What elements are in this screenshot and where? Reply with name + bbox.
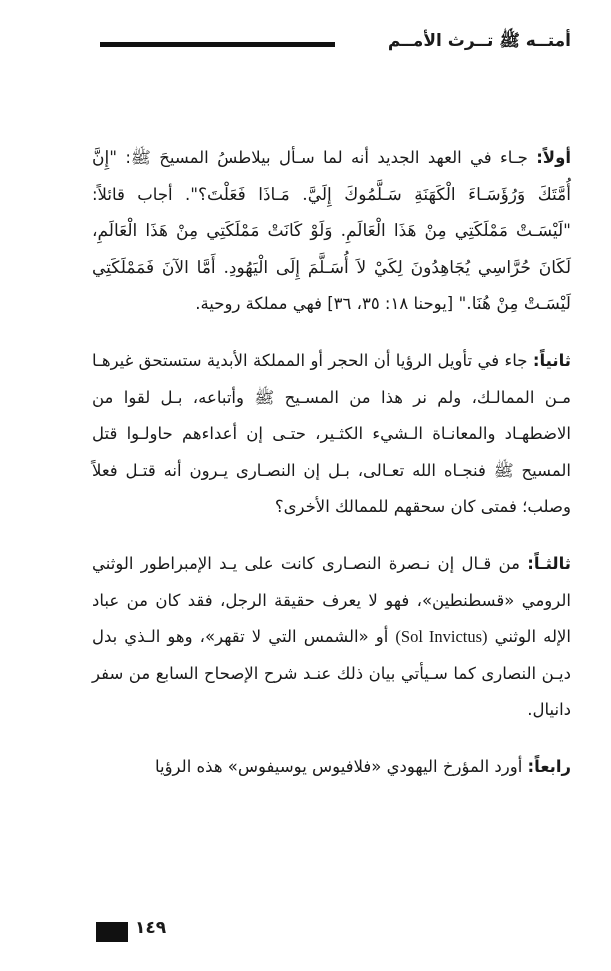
paragraph-3 [92,546,571,729]
folio-block [96,922,128,942]
running-title: أمتــه ﷺ تــرث الأمــم [387,31,571,51]
page-number: ١٤٩ [135,918,167,938]
paragraph-1 [92,140,571,323]
paragraph-lead: ثانياً: [532,350,571,370]
paragraph-2 [92,343,571,526]
paragraph-4 [92,749,571,786]
header-rule [100,42,335,47]
scripture-quote: "لَيْسَـتْ مَمْلَكَتِي مِنْ هَذَا الْعَالَمِ. وَلَوْ كَانَتْ مَمْلَكَتِي مِنْ هَذَا الْعَالَمِ، لَكَانَ حُرَّاسِي يُجَاهِدُونَ لِكَيْ لاَ أُسَـلَّمَ إِلَى الْيَهُودِ. أَمَّا الآنَ فَمَمْلَكَتِي لَيْسَـتْ مِنْ هُنَا." [92,221,571,315]
page-body [92,140,571,806]
paragraph-text: [يوحنا ١٨: ٣٥، ٣٦] فهي مملكة روحية. [195,294,459,314]
paragraph-text: أو «الشمس التي لا تقهر»، وهو الـذي بدل ديـن النصارى كما سـيأتي بيان ذلك عنـد شرح الإصحاح السابع من سفر دانيال. [92,627,571,720]
paragraph-text: جاء في تأويل الرؤيا أن الحجر أو المملكة الأبدية ستستحق غيرهـا مـن الممالـك، ولم نر هذا من المسـيح ﷺ وأتباعه، بـل لقوا من الاضطهـاد والمعانـاة الـشيء الكثـير، حتـى إن أعداءهم حاولـوا قتل المسيح ﷺ فنجـاه الله تعـالى، بـل إن النصـارى يـرون أنه قتـل فعلاً وصلب؛ فمتى كان سحقهم للممالك الأخرى؟ [92,350,571,517]
paragraph-text: . أجاب قائلاً: [92,184,191,204]
paragraph-lead: رابعاً: [527,756,571,776]
latin-term: (Sol Invictus) [395,627,488,647]
paragraph-text: أورد المؤرخ اليهودي «فلافيوس يوسيفوس» هذه الرؤيا [154,756,528,776]
paragraph-lead: أولاً: [536,148,571,167]
paragraph-lead: ثالثـاً: [527,553,571,573]
paragraph-text: من قـال إن نـصرة النصـارى كانت على يـد الإمبراطور الوثني الرومي «قسطنطين»، فهو لا يعرف حقيقة الرجل، فقد كان من عباد الإله الوثني [92,553,571,647]
paragraph-text: جـاء في العهد الجديد أنه لما سـأل بيلاطسُ المسيحَ ﷺ: [117,148,537,167]
scripture-quote: "إِنَّ أُمَّتَكَ وَرُؤَسَـاءَ الْكَهَنَةِ سَـلَّمُوكَ إِلَيَّ. مَـاذَا فَعَلْتَ؟" [92,148,571,205]
